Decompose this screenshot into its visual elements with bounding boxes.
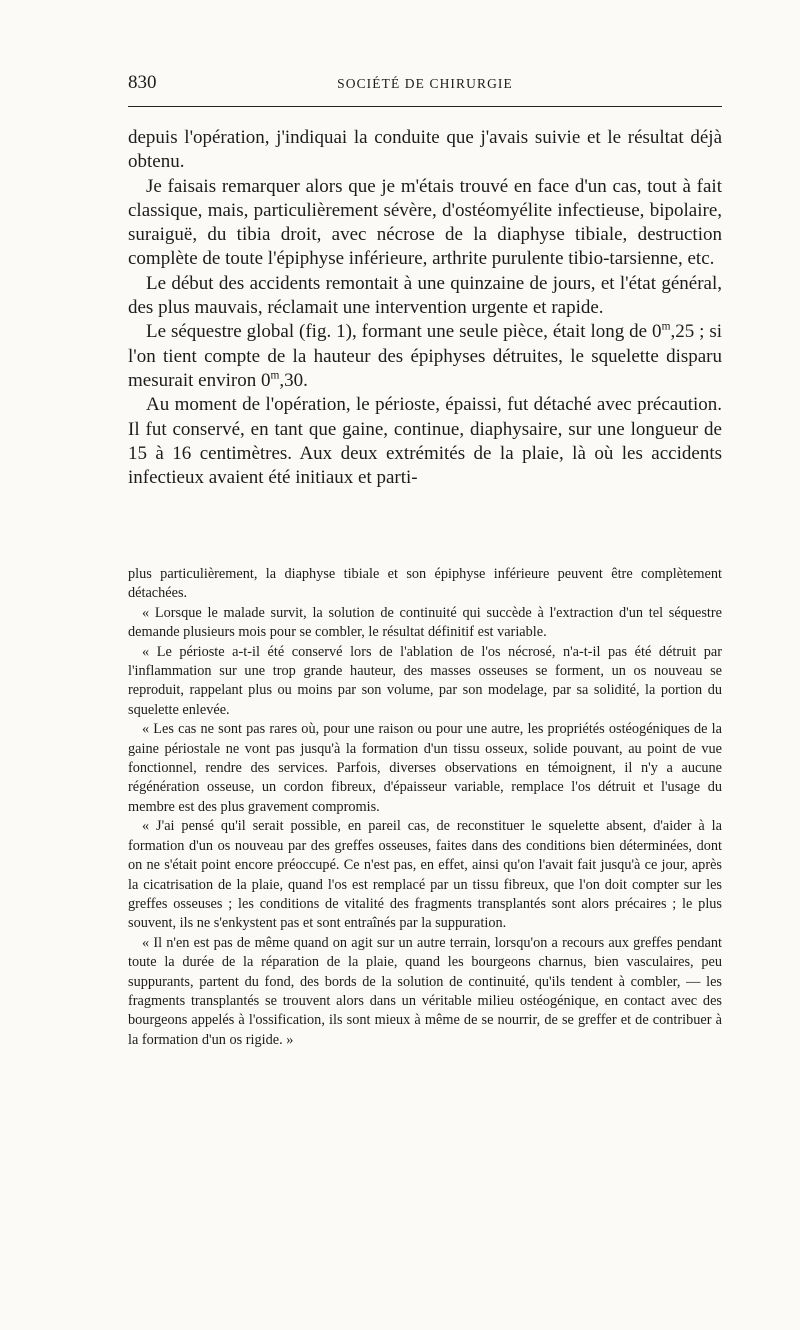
superscript: m <box>661 321 671 334</box>
note-paragraph: « Les cas ne sont pas rares où, pour une raison ou pour une autre, les propriétés ostéogéniques de la gaine périostale ne vont pas jusqu'à la formation d'un tissu osseux, solide pouvant, au point de vue fonctionnel, rendre des services. Parfois, diverses observations en témoignent, il n'y a aucune régénération osseuse, un cordon fibreux, d'épaisseur variable, remplace l'os détruit et l'usage du membre est des plus gravement compromis. <box>128 721 722 815</box>
text-run: ,25 ; si l'on tient compte de la hauteur des épiphyses détruites, le squelette disparu mesurait environ 0 <box>128 321 723 391</box>
text-run: Le séquestre global (fig. 1), formant une seule pièce, était long de 0 <box>146 321 662 343</box>
page-header <box>128 68 722 98</box>
header-rule <box>128 106 722 107</box>
paragraph: Je faisais remarquer alors que je m'étais trouvé en face d'un cas, tout à fait classique, mais, particulièrement sévère, d'ostéomyélite infectieuse, bipolaire, suraiguë, du tibia droit, avec nécrose de la diaphyse tibiale, destruction complète de toute l'épiphyse inférieure, arthrite purulente tibio-tarsienne, etc. <box>128 175 722 270</box>
paragraph: Le début des accidents remontait à une quinzaine de jours, et l'état général, des plus mauvais, réclamait une intervention urgente et rapide. <box>128 272 722 319</box>
paragraph <box>128 320 722 393</box>
note-paragraph: plus particulièrement, la diaphyse tibiale et son épiphyse inférieure peuvent être complètement détachées. <box>128 566 722 602</box>
note-paragraph: « J'ai pensé qu'il serait possible, en pareil cas, de reconstituer le squelette absent, d'aider à la formation d'un os nouveau par des greffes osseuses, faites dans des conditions bien déterminées, dont on ne s'était point encore préoccupé. Ce n'est pas, en effet, ainsi qu'on l'avait fait jusqu'à ce jour, après la cicatrisation de la plaie, quand l'os est remplacé par un tissu fibreux, que l'on doit compter sur les greffes osseuses ; les conditions de vitalité des fragments transplantés sont alors précaires ; le plus souvent, ils ne s'enkystent pas et sont entraînés par la suppuration. <box>128 818 722 932</box>
note-paragraph: « Lorsque le malade survit, la solution de continuité qui succède à l'extraction d'un tel séquestre demande plusieurs mois pour se combler, le résultat définitif est variable. <box>128 604 722 641</box>
superscript: m <box>270 369 280 382</box>
page-number: 830 <box>128 72 157 93</box>
paragraph: Au moment de l'opération, le périoste, épaissi, fut détaché avec précaution. Il fut conservé, en tant que gaine, continue, diaphysaire, sur une longueur de 15 à 16 centimètres. Aux deux extrémités de la plaie, là où les accidents infectieux avaient été initiaux et parti- <box>128 394 722 489</box>
running-title: SOCIÉTÉ DE CHIRURGIE <box>337 76 513 91</box>
paragraph: depuis l'opération, j'indiquai la conduite que j'avais suivie et le résultat déjà obtenu. <box>128 127 722 173</box>
note-paragraph: « Le périoste a-t-il été conservé lors de l'ablation de l'os nécrosé, n'a-t-il pas été détruit par l'inflammation sur une trop grande hauteur, des masses osseuses se forment, un os nouveau se reproduit, rappelant plus ou moins par son volume, par son modelage, par sa solidité, la portion du squelette enlevée. <box>128 643 722 718</box>
text-run: ,30. <box>279 369 308 391</box>
main-text <box>128 126 722 490</box>
quoted-notes <box>128 565 722 1050</box>
note-paragraph: « Il n'en est pas de même quand on agit sur un autre terrain, lorsqu'on a recours aux greffes pendant toute la durée de la réparation de la plaie, quand les bourgeons charnus, bien vasculaires, peu suppurants, partent du fond, des bords de la solution de continuité, qu'ils tendent à combler, — les fragments transplantés se trouvent alors dans un véritable milieu ostéogénique, en contact avec des bourgeons appelés à l'ossification, ils sont mieux à même de se nourrir, de se greffer et de contribuer à la formation d'un os rigide. » <box>128 934 722 1048</box>
